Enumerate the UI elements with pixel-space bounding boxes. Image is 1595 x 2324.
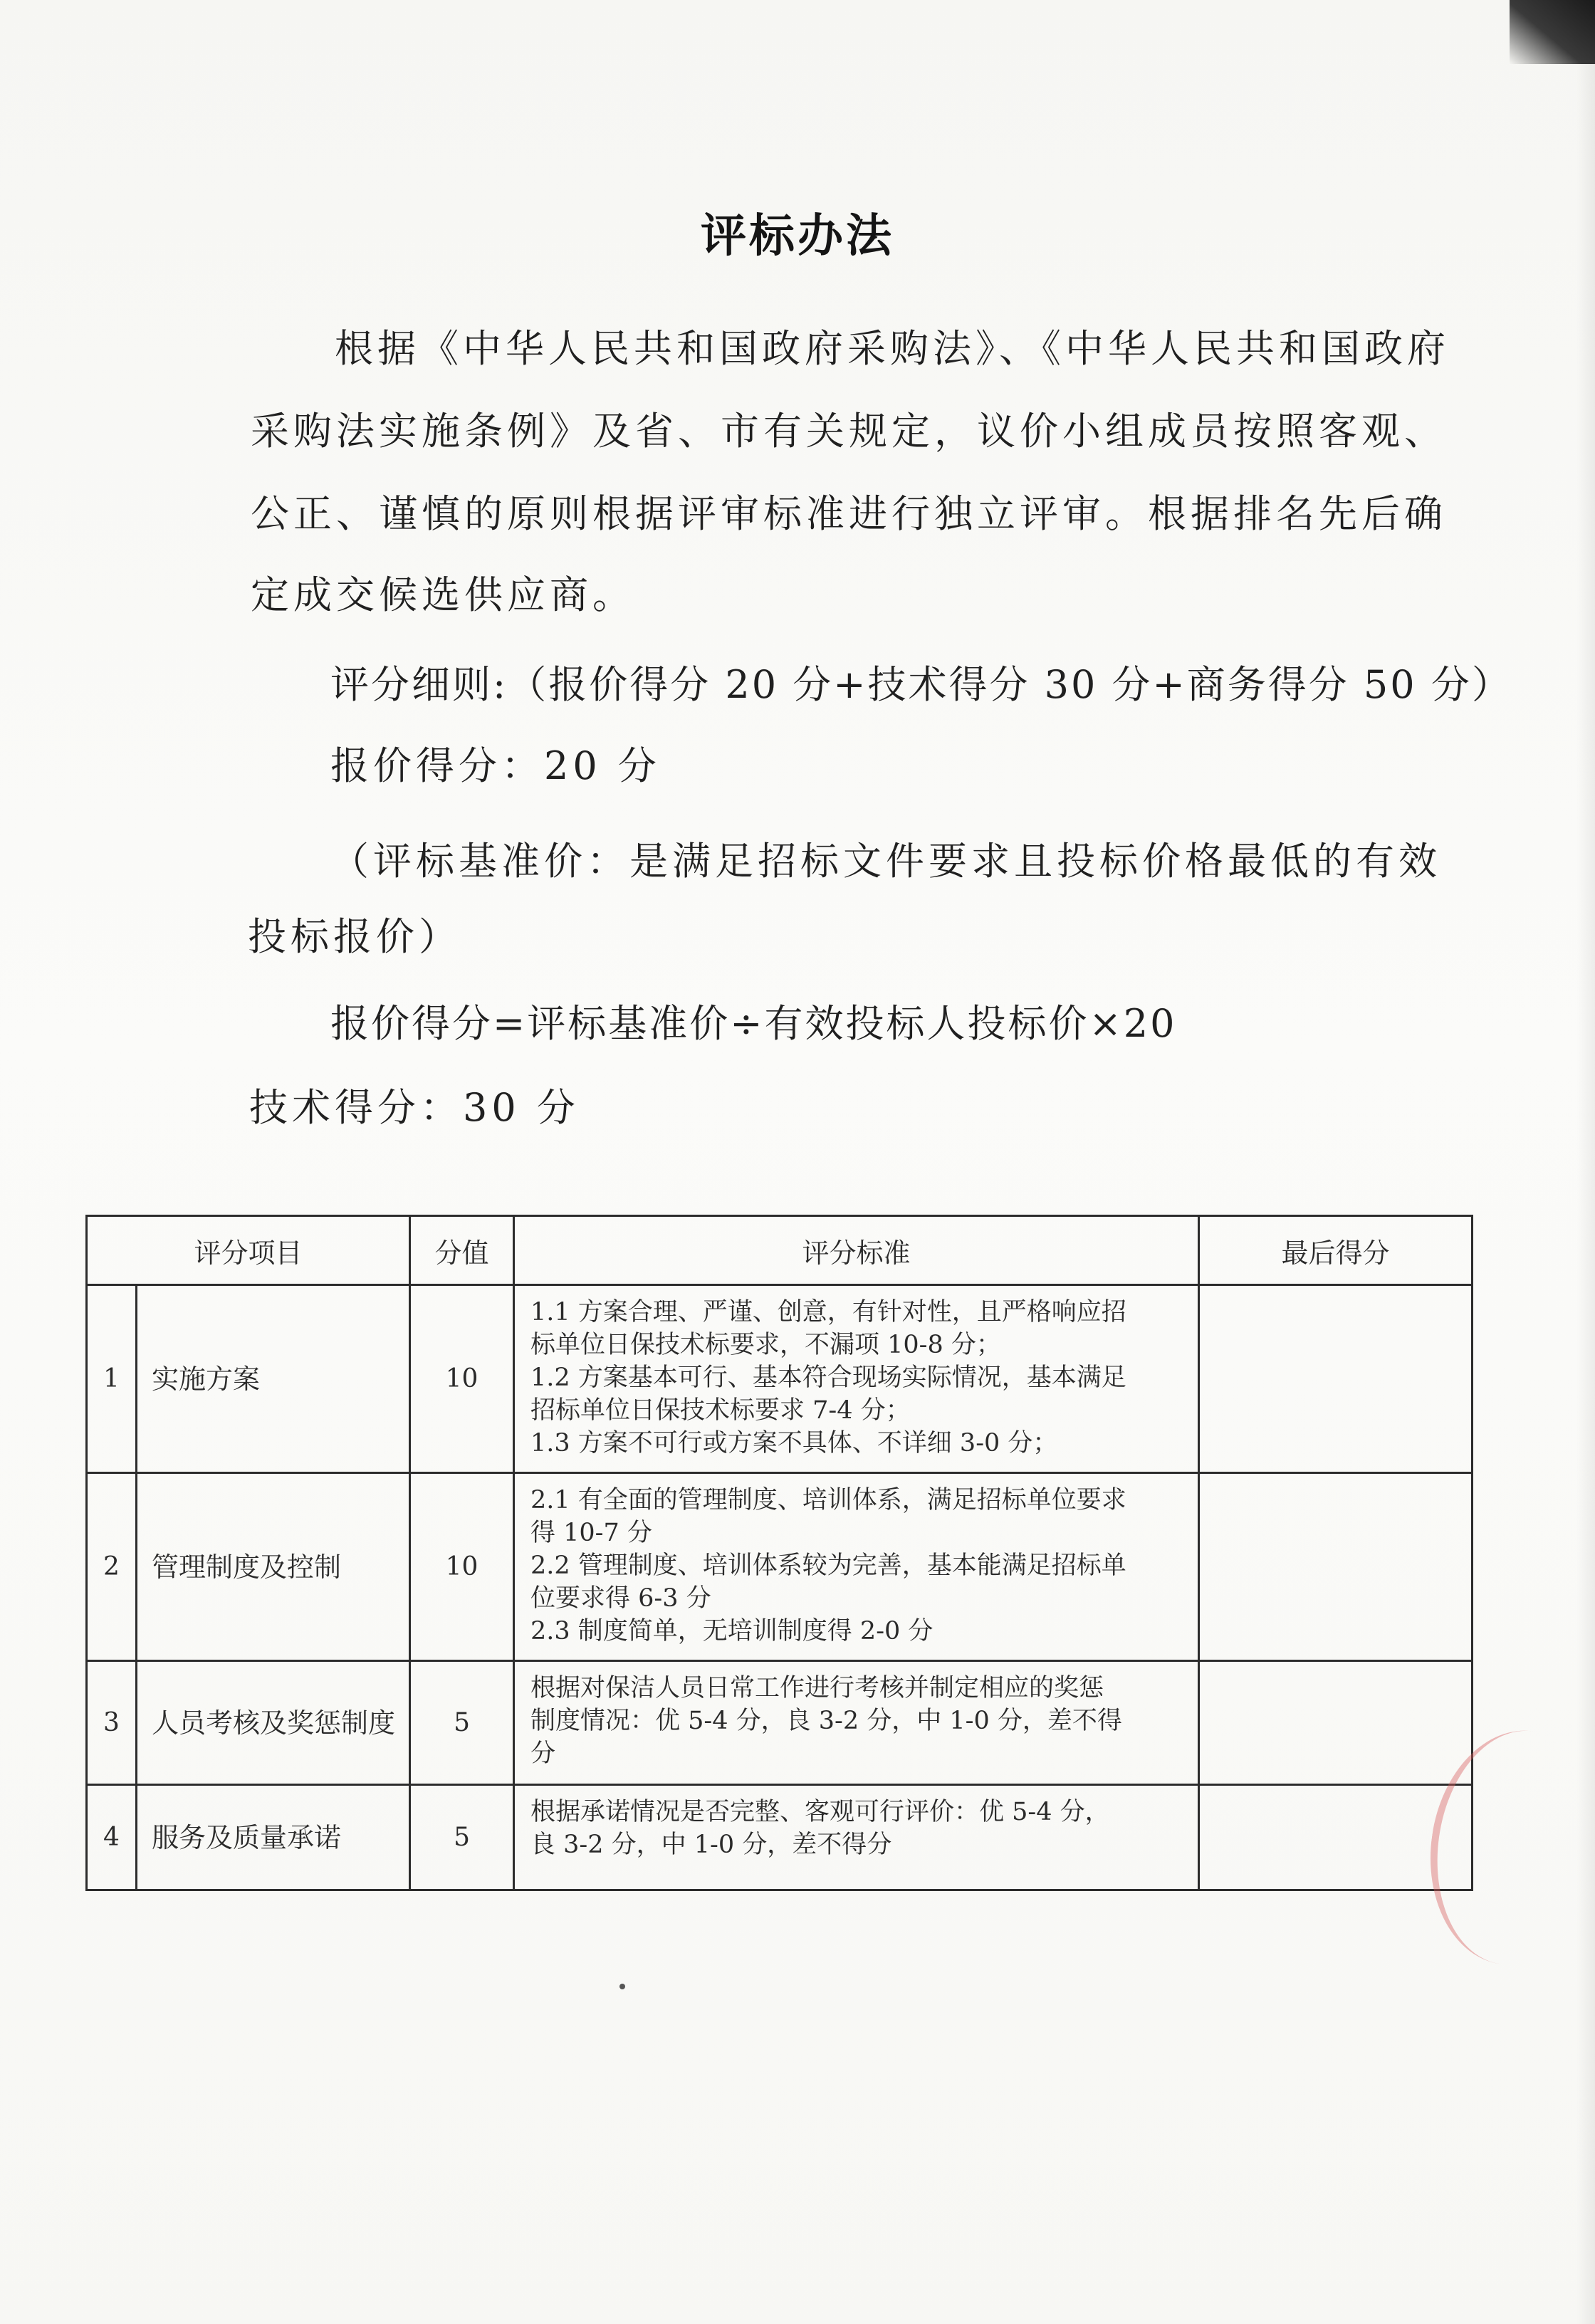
row-number: 4 xyxy=(87,1785,137,1890)
row-final-score xyxy=(1199,1285,1473,1473)
scoring-rules-line: 评分细则:（报价得分 20 分+技术得分 30 分+商务得分 50 分） xyxy=(330,662,1512,707)
scoring-table xyxy=(85,1215,1473,1891)
row-criteria xyxy=(514,1285,1199,1473)
page-edge-shadow xyxy=(1576,0,1595,2324)
table-row xyxy=(87,1785,1473,1890)
criteria-line: 2.2 管理制度、培训体系较为完善，基本能满足招标单 xyxy=(530,1551,1126,1580)
row-number: 1 xyxy=(87,1285,137,1473)
criteria-line: 1.3 方案不可行或方案不具体、不详细 3-0 分； xyxy=(530,1429,1058,1457)
criteria-line: 2.3 制度简单，无培训制度得 2-0 分 xyxy=(530,1617,934,1645)
row-points: 10 xyxy=(410,1473,514,1661)
header-final-score: 最后得分 xyxy=(1199,1216,1473,1285)
table-header-row xyxy=(87,1216,1473,1285)
price-formula-line: 报价得分=评标基准价÷有效投标人投标价×20 xyxy=(330,1001,1177,1046)
paragraph-1-line-3: 公正、谨慎的原则根据评审标准进行独立评审。根据排名先后确 xyxy=(251,491,1447,536)
table-row xyxy=(87,1473,1473,1661)
row-final-score xyxy=(1199,1661,1473,1785)
price-score-line: 报价得分：20 分 xyxy=(330,743,661,788)
criteria-line: 制度情况：优 5-4 分，良 3-2 分，中 1-0 分，差不得 xyxy=(530,1707,1122,1735)
criteria-line: 1.1 方案合理、严谨、创意，有针对性，且严格响应招 xyxy=(530,1298,1126,1326)
criteria-line: 根据对保洁人员日常工作进行考核并制定相应的奖惩 xyxy=(530,1674,1104,1702)
paragraph-1-line-4: 定成交候选供应商。 xyxy=(251,572,635,617)
benchmark-price-line-1: （评标基准价：是满足招标文件要求且投标价格最低的有效 xyxy=(330,839,1441,884)
header-points: 分值 xyxy=(410,1216,514,1285)
technical-score-line: 技术得分：30 分 xyxy=(249,1085,580,1130)
benchmark-price-line-2: 投标报价） xyxy=(248,914,461,959)
background-corner xyxy=(1510,0,1595,64)
header-scoring-item: 评分项目 xyxy=(87,1216,410,1285)
document-title: 评标办法 xyxy=(701,210,894,263)
criteria-line: 2.1 有全面的管理制度、培训体系，满足招标单位要求 xyxy=(530,1486,1126,1514)
criteria-line: 标单位日保技术标要求，不漏项 10-8 分； xyxy=(530,1331,1001,1359)
criteria-line: 得 10-7 分 xyxy=(530,1519,652,1547)
row-points: 5 xyxy=(410,1661,514,1785)
criteria-line: 1.2 方案基本可行、基本符合现场实际情况，基本满足 xyxy=(530,1363,1126,1392)
criteria-line: 根据承诺情况是否完整、客观可行评价：优 5-4 分， xyxy=(530,1798,1110,1826)
row-item: 管理制度及控制 xyxy=(137,1473,410,1661)
row-item: 服务及质量承诺 xyxy=(137,1785,410,1890)
table-row xyxy=(87,1661,1473,1785)
criteria-line: 分 xyxy=(530,1739,556,1768)
row-number: 2 xyxy=(87,1473,137,1661)
criteria-line: 位要求得 6-3 分 xyxy=(530,1584,711,1613)
criteria-line: 招标单位日保技术标要求 7-4 分； xyxy=(530,1396,911,1425)
row-item: 实施方案 xyxy=(137,1285,410,1473)
row-criteria xyxy=(514,1473,1199,1661)
header-criteria: 评分标准 xyxy=(514,1216,1199,1285)
row-points: 5 xyxy=(410,1785,514,1890)
row-criteria xyxy=(514,1785,1199,1890)
paragraph-1-line-1: 根据《中华人民共和国政府采购法》、《中华人民共和国政府 xyxy=(335,326,1450,371)
row-item: 人员考核及奖惩制度 xyxy=(137,1661,410,1785)
criteria-line: 良 3-2 分，中 1-0 分，差不得分 xyxy=(530,1831,892,1859)
paragraph-1-line-2: 采购法实施条例》及省、市有关规定，议价小组成员按照客观、 xyxy=(251,409,1447,454)
row-number: 3 xyxy=(87,1661,137,1785)
ink-dot xyxy=(619,1984,625,1989)
row-final-score xyxy=(1199,1473,1473,1661)
row-points: 10 xyxy=(410,1285,514,1473)
table-row xyxy=(87,1285,1473,1473)
row-criteria xyxy=(514,1661,1199,1785)
